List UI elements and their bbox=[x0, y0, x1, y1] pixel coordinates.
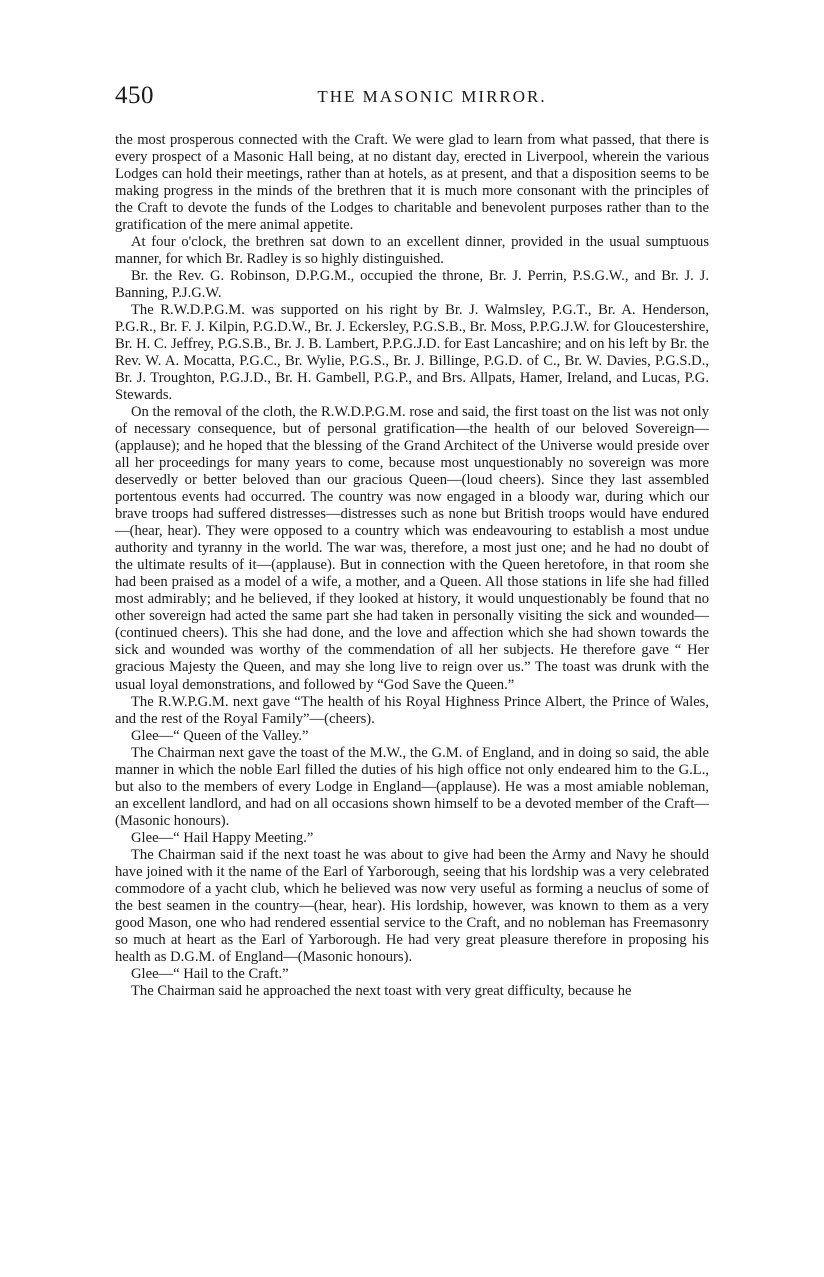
paragraph: the most prosperous connected with the Craft. We were glad to learn from what passed, that there is every prospect of a Masonic Hall being, at no distant day, erected in Liverpool, wherein the various Lodges can hold their meetings, rather than at hotels, as at present, and that a disposition seems to be making progress in the minds of the brethren that it is much more consonant with the principles of the Craft to devote the funds of the Lodges to charitable and benevolent purposes rather than to the gratification of the mere animal appetite. bbox=[115, 132, 709, 234]
paragraph: The Chairman next gave the toast of the M.W., the G.M. of England, and in doing so said, the able manner in which the noble Earl filled the duties of his high office not only endeared him to the G.L., but also to the members of every Lodge in England—(applause). He was a most amiable nobleman, an excellent landlord, and had on all occasions shown himself to be a devoted member of the Craft—(Masonic honours). bbox=[115, 744, 709, 829]
paragraph: The Chairman said he approached the next toast with very great difficulty, because he bbox=[131, 982, 632, 999]
page-header bbox=[115, 82, 709, 112]
article-body bbox=[115, 132, 709, 1000]
paragraph: Glee—“ Hail Happy Meeting.” bbox=[131, 829, 314, 846]
paragraph: The R.W.P.G.M. next gave “The health of his Royal Highness Prince Albert, the Prince of Wales, and the rest of the Royal Family”—(cheers). bbox=[115, 693, 709, 727]
running-title: THE MASONIC MIRROR. bbox=[317, 87, 547, 106]
paragraph: At four o'clock, the brethren sat down to an excellent dinner, provided in the usual sumptuous manner, for which Br. Radley is so highly distinguished. bbox=[115, 234, 709, 268]
paragraph: The Chairman said if the next toast he was about to give had been the Army and Navy he should have joined with it the name of the Earl of Yarborough, seeing that his lordship was a very celebrated commodore of a yacht club, which he believed was now very useful as forming a neuclus of some of the best seamen in the country—(hear, hear). His lordship, however, was known to them as a very good Mason, one who had rendered essential service to the Craft, and no nobleman has Freemasonry so much at heart as the Earl of Yarborough. He had very great pleasure therefore in proposing his health as D.G.M. of England—(Masonic honours). bbox=[115, 846, 709, 965]
paragraph: Br. the Rev. G. Robinson, D.P.G.M., occupied the throne, Br. J. Perrin, P.S.G.W., and Br. J. J. Banning, P.J.G.W. bbox=[115, 268, 709, 302]
paragraph: On the removal of the cloth, the R.W.D.P.G.M. rose and said, the first toast on the list was not only of necessary consequence, but of personal gratification—the health of our beloved Sovereign—(applause); and he hoped that the blessing of the Grand Architect of the Universe would preside over all her proceedings for many years to come, because most unquestionably no sovereign was more deservedly or better beloved than our gracious Queen—(loud cheers). Since they last assembled portentous events had occurred. The country was now engaged in a bloody war, during which our brave troops had suffered distresses—distresses such as none but British troops would have endured—(hear, hear). They were opposed to a country which was endeavouring to establish a most undue authority and tyranny in the world. The war was, therefore, a most just one; and he had no doubt of the ultimate results of it—(applause). But in connection with the Queen heretofore, in that room she had been praised as a model of a wife, a mother, and a Queen. All those stations in life she had filled most admirably; and he believed, if they looked at history, it would unquestionably be found that no other sovereign had acted the same part she had taken in personally visiting the sick and wounded—(continued cheers). This she had done, and the love and affection which she had shown towards the sick and wounded was worthy of the commendation of all her subjects. He therefore gave “ Her gracious Majesty the Queen, and may she long live to reign over us.” The toast was drunk with the usual loyal demonstrations, and followed by “God Save the Queen.” bbox=[115, 404, 709, 693]
paragraph: Glee—“ Hail to the Craft.” bbox=[131, 965, 289, 982]
paragraph: Glee—“ Queen of the Valley.” bbox=[131, 727, 309, 744]
paragraph: The R.W.D.P.G.M. was supported on his right by Br. J. Walmsley, P.G.T., Br. A. Henderson, P.G.R., Br. F. J. Kilpin, P.G.D.W., Br. J. Eckersley, P.G.S.B., Br. Moss, P.P.G.J.W. for Gloucestershire, Br. H. C. Jeffrey, P.G.S.B., Br. J. B. Lambert, P.P.G.J.D. for East Lancashire; and on his left by Br. the Rev. W. A. Mocatta, P.G.C., Br. Wylie, P.G.S., Br. J. Billinge, P.G.D. of C., Br. W. Davies, P.G.S.D., Br. J. Troughton, P.G.J.D., Br. H. Gambell, P.G.P., and Brs. Allpats, Hamer, Ireland, and Lucas, P.G. Stewards. bbox=[115, 302, 709, 404]
page-number: 450 bbox=[115, 82, 154, 109]
